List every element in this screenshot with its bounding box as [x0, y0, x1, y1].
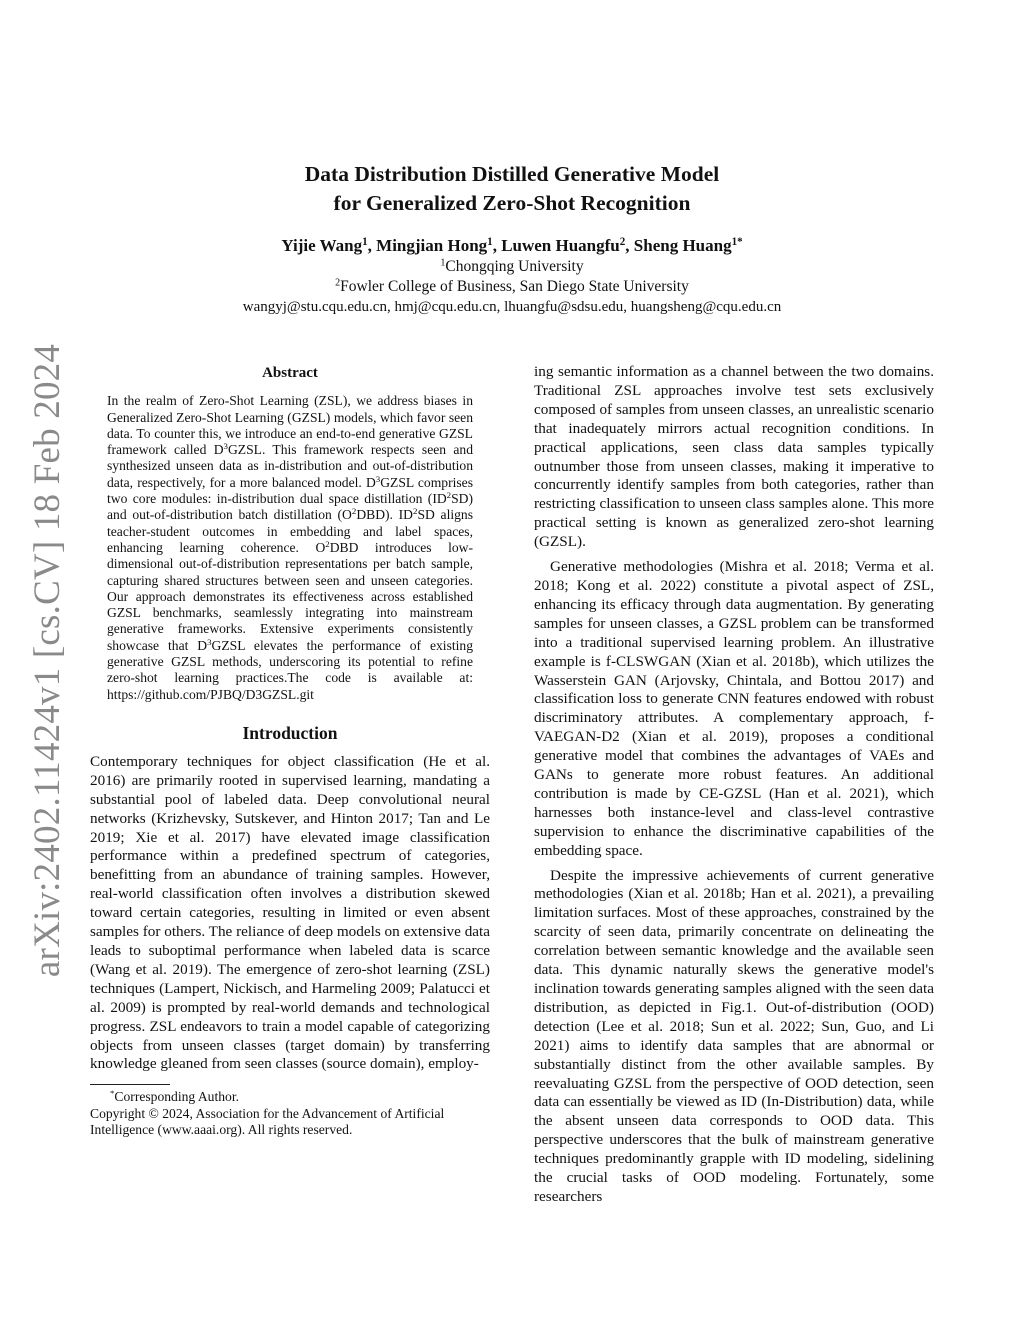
affiliation-line: [90, 257, 934, 277]
author-affiliation-mark: 2: [619, 235, 626, 248]
body-paragraph: Generative methodologies (Mishra et al. 2018; Verma et al. 2018; Kong et al. 2022) constitute a pivotal aspect of ZSL, enhancing its efficacy through data augmentation. By generating samples for unseen classes, a GZSL problem can be transformed into a traditional supervised learning problem. An illustrative example is f-CLSWGAN (Xian et al. 2018b), which utilizes the Wasserstein GAN (Arjovsky, Chintala, and Bottou 2017) and classification loss to generate CNN features endowed with robust discriminatory attributes. A complementary approach, f-VAEGAN-D2 (Xian et al. 2019), proposes a conditional generative model that combines the advantages of VAEs and GANs to generate more robust features. An additional contribution is made by CE-GZSL (Han et al. 2021), which harnesses both instance-level and class-level contrastive supervision to enhance the discriminative capabilities of the embedding space.: [534, 558, 934, 859]
affiliation-mark: 2: [335, 277, 341, 289]
right-column-body: [534, 363, 934, 1207]
introduction-heading: Introduction: [242, 722, 338, 743]
introduction-paragraph: Contemporary techniques for object classification (He et al. 2016) are primarily rooted in supervised learning, mandating a substantial pool of labeled data. Deep convolutional neural networks (Krizhevsky, Sutskever, and Hinton 2017; Tan and Le 2019; Xie et al. 2017) have elevated image classification performance within a predefined spectrum of categories, benefitting from an abundance of training samples. However, real-world classification often involves a distribution skewed toward certain categories, resulting in limited or even absent samples for others. The reliance of deep models on extensive data leads to suboptimal performance when labeled data is scarce (Wang et al. 2019). The emergence of zero-shot learning (ZSL) techniques (Lampert, Nickisch, and Harmeling 2009; Palatucci et al. 2009) is prompted by real-world demands and technological progress. ZSL endeavors to train a model capable of categorizing objects from unseen classes (target domain) by transferring knowledge gleaned from seen classes (source domain), employ-: [90, 752, 490, 1073]
body-paragraph: ing semantic information as a channel between the two domains. Traditional ZSL approaches involve test sets exclusively composed of samples from unseen classes, an unrealistic scenario that inadequately mirrors actual recognition conditions. In practical applications, seen class data samples typically outnumber those from unseen classes, making it imperative to concurrently identify samples from both categories, rather than restricting classification to unseen class samples alone. This more practical setting is known as generalized zero-shot learning (GZSL).: [534, 363, 934, 551]
title-line-2: for Generalized Zero-Shot Recognition: [333, 191, 691, 215]
arxiv-stamp-text: arXiv:2402.11424v1 [cs.CV] 18 Feb 2024: [27, 343, 69, 977]
footnote-divider: [90, 1084, 170, 1085]
body-paragraph: Despite the impressive achievements of current generative methodologies (Xian et al. 2018b; Han et al. 2021), a prevailing limitation surfaces. Most of these approaches, constrained by the scarcity of seen data, primarily concentrate on delineating the correlation between semantic knowledge and the available seen data. This dynamic naturally skews the generative model's inclination towards generating samples aligned with the seen data distribution, as depicted in Fig.1. Out-of-distribution (OOD) detection (Lee et al. 2018; Sun et al. 2022; Sun, Guo, and Li 2021) aims to identify data samples that are abnormal or substantially distinct from the other available samples. By reevaluating GZSL from the perspective of OOD detection, seen data can essentially be viewed as ID (In-Distribution) data, while the absent unseen data corresponds to OOD data. This perspective underscores that the bulk of mainstream generative techniques predominantly grapple with ID modeling, sidelining the crucial tasks of OOD modeling. Fortunately, some researchers: [534, 866, 934, 1205]
footnote-block: [90, 1089, 490, 1138]
affiliation-mark: 1: [440, 257, 446, 269]
author-separator: ,: [367, 236, 377, 255]
corresponding-author-note: [90, 1089, 490, 1105]
author-list: [90, 235, 934, 257]
author-affiliation-mark: 1: [487, 235, 493, 248]
author-name: Sheng Huang: [633, 236, 732, 255]
footnote-mark: *: [110, 1088, 115, 1099]
title-line-1: Data Distribution Distilled Generative Model: [304, 162, 720, 186]
abstract-text: In the realm of Zero-Shot Learning (ZSL), we address biases in Generalized Zero-Shot Learning (GZSL) models, which favor seen data. To counter this, we introduce an end-to-end generative GZSL framework called $D^3GZSL$. This framework respects seen and synthesized unseen data as in-distribution and out-of-distribution data, respectively, for a more balanced model. $D^3GZSL$ comprises two core modules: in-distribution dual space distillation $(ID^2SD)$ and out-of-distribution batch distillation $(O^2DBD)$. $ID^2SD$ aligns teacher-student outcomes in embedding and label spaces, enhancing learning coherence. $O^2DBD$ introduces low-dimensional out-of-distribution representations per batch sample, capturing shared structures between seen and unseen categories. Our approach demonstrates its effectiveness across established GZSL benchmarks, seamlessly integrating into mainstream generative frameworks. Extensive experiments consistently showcase that $D^3GZSL$ elevates the performance of existing generative GZSL methods, underscoring its potential to refine zero-shot learning practices.The code is available at: https://github.com/PJBQ/D3GZSL.git: [107, 393, 474, 702]
author-affiliation-mark: 1*: [731, 235, 743, 248]
affiliation-text: Chongqing University: [445, 258, 584, 275]
introduction-body: [90, 753, 490, 1074]
abstract-heading: Abstract: [262, 365, 318, 381]
author-emails: wangyj@stu.cqu.edu.cn, hmj@cqu.edu.cn, lhuangfu@sdsu.edu, huangsheng@cqu.edu.cn: [242, 299, 782, 315]
affiliation-text: Fowler College of Business, San Diego State University: [340, 278, 689, 295]
paper-title: [90, 160, 934, 218]
author-separator: ,: [492, 236, 502, 255]
paper-header: [90, 160, 934, 317]
author-name: Luwen Huangfu: [501, 236, 620, 255]
affiliation-line: [90, 277, 934, 297]
copyright-notice: Copyright © 2024, Association for the Advancement of Artificial Intelligence (www.aaai.org). All rights reserved.: [90, 1105, 445, 1137]
author-name: Mingjian Hong: [376, 236, 488, 255]
arxiv-identifier-stamp: [27, 345, 69, 975]
abstract-block: [90, 365, 490, 703]
author-name: Yijie Wang: [281, 236, 363, 255]
author-affiliation-mark: 1: [362, 235, 368, 248]
footnote-text: Corresponding Author.: [114, 1089, 240, 1105]
right-column: [534, 363, 934, 1207]
left-column: [90, 363, 490, 1138]
author-separator: ,: [625, 236, 634, 255]
